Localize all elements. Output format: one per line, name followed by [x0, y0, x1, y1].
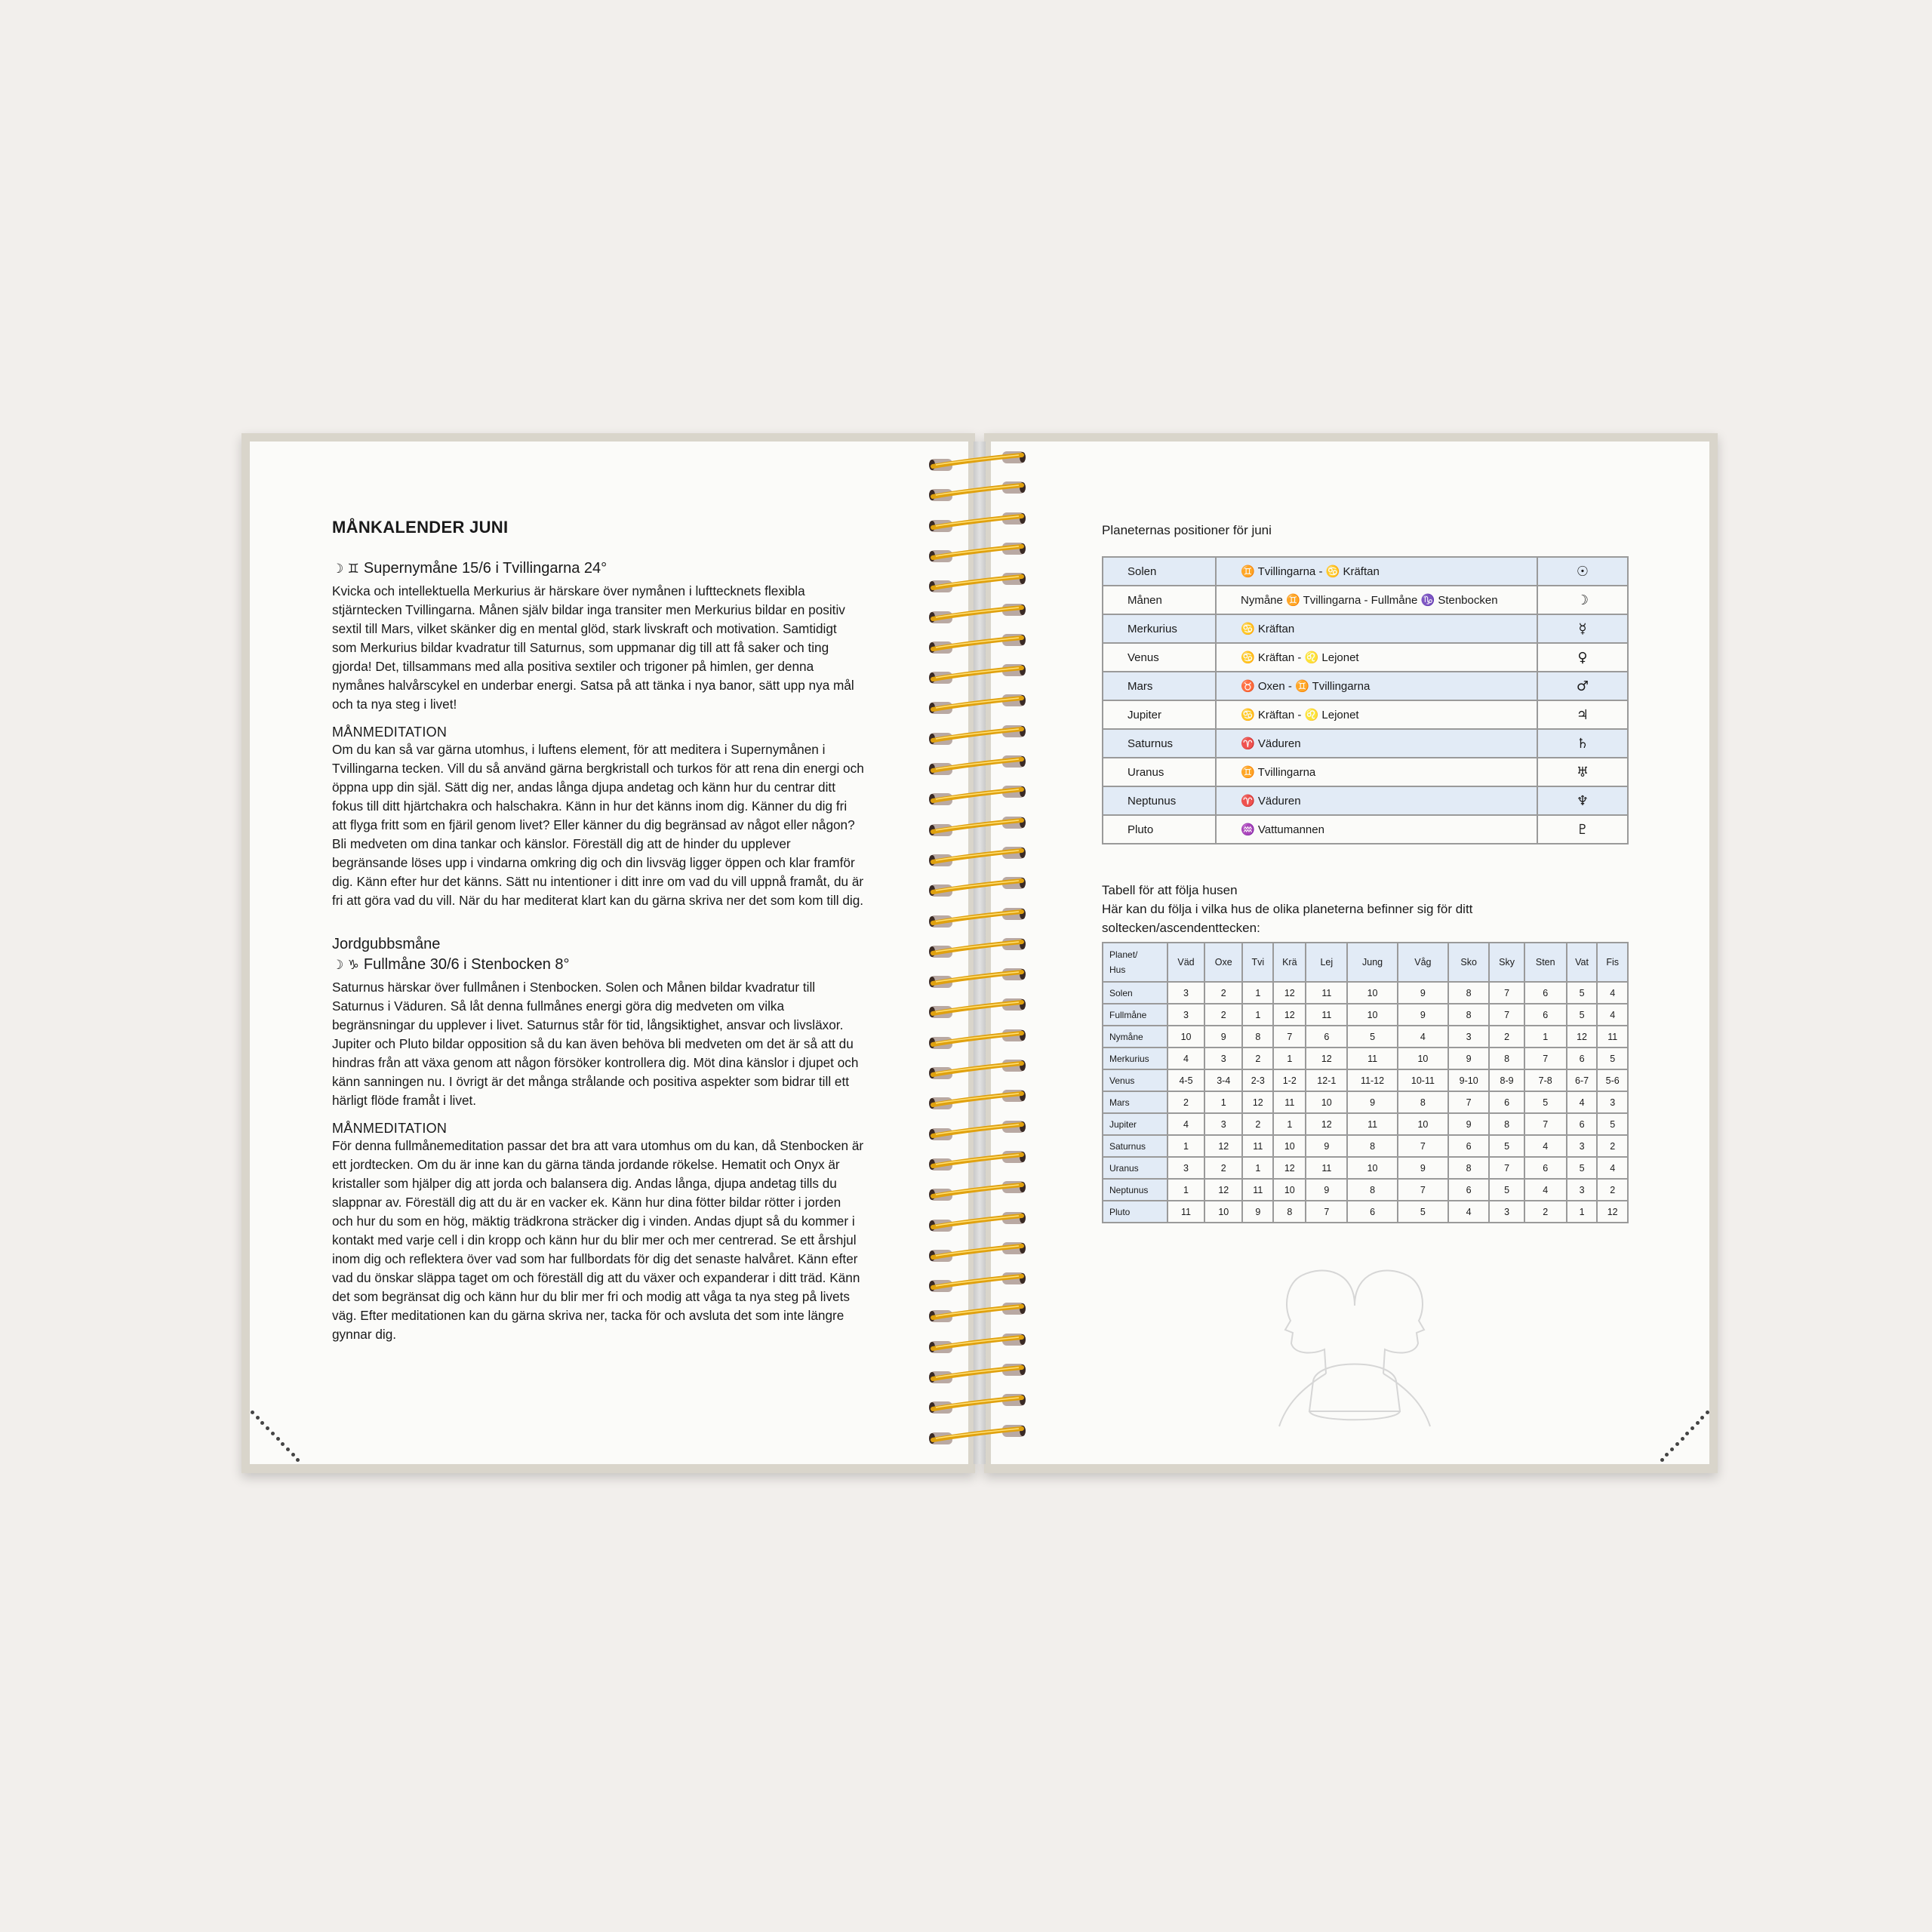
houses-title: Tabell för att följa husen	[1102, 883, 1238, 897]
binding-ring	[928, 725, 1026, 745]
house-cell: 2	[1168, 1091, 1204, 1113]
planet-symbol-icon: ♆	[1537, 786, 1628, 815]
binding-ring	[928, 1364, 1026, 1383]
house-column-header: Krä	[1273, 943, 1306, 982]
house-cell: 1	[1273, 1048, 1306, 1069]
house-cell: 12	[1597, 1201, 1628, 1223]
house-column-header: Oxe	[1204, 943, 1242, 982]
binding-ring	[928, 1029, 1026, 1049]
house-cell: 12	[1273, 1004, 1306, 1026]
house-row	[1103, 982, 1628, 1004]
full-moon-meditation: För denna fullmånemeditation passar det bra att vara utomhus om du kan, då Stenbocken är ett jordtecken. Om du är inne kan du gärna tända jordande rökelse. Hematit och Onyx är kristaller som hjälper dig att jorda och balansera dig. Andas långa, djupa andetag tills du slappnar av. Föreställ dig att du är en vacker ek. Känn hur dina fötter bildar rötter i jorden och hur du som en hög, mäktig trädkrona sträcker dig i vinden. Andas djupt så du kommer i kontakt med varje cell i din kropp och känn hur du blir mer och mer centrerad. Se ett årshjul inom dig och reflektera över vad som har fullbordats för dig det senaste halvåret. Känn efter vad du önskar släppa taget om och föreställ dig att du växer och expanderar i ditt träd. Känn det som begränsat dig och känn hur du blir mer fri och modig att våga ta nya steg på livets väg. Efter meditationen kan du gärna skriva ner, tacka för och avsluta det som inte längre gynnar dig.	[332, 1138, 864, 1342]
house-cell: 4	[1524, 1135, 1567, 1157]
planet-position: ♈ Väduren	[1216, 729, 1537, 758]
house-cell: 9	[1306, 1135, 1347, 1157]
house-cell: 6	[1524, 1004, 1567, 1026]
planet-name: Solen	[1103, 557, 1216, 586]
house-cell: 6	[1567, 1113, 1598, 1135]
house-cell: 2	[1204, 982, 1242, 1004]
corner-dot	[256, 1416, 260, 1420]
house-cell: 8	[1398, 1091, 1448, 1113]
corner-dot	[1696, 1421, 1700, 1425]
binding-ring	[928, 481, 1026, 501]
house-column-header: Jung	[1347, 943, 1398, 982]
house-cell: 12	[1273, 1157, 1306, 1179]
house-row	[1103, 1135, 1628, 1157]
house-row	[1103, 1113, 1628, 1135]
house-cell: 5	[1489, 1135, 1524, 1157]
new-moon-meditation: Om du kan så var gärna utomhus, i luftens element, för att meditera i Supernymånen i Tvillingarna tecken. Vill du så använd gärna bergkristall och turkos för att rena din energi och öppna upp din själ. Sätt dig ner, andas långa djupa andetag och känn hur du centrar ditt fokus till ditt hjärtchakra och halschakra. Känn in hur det känns inom dig. Känner du dig fri att flyga fritt som en fjäril genom livet? Eller känner du dig begränsad av något eller någon? Bli medveten om dina tankar och känslor. Föreställ dig att de hinder du upplever begränsande löses upp i vindarna omkring dig och din livsväg ligger öppen och klar framför dig. Känn efter hur det känns. Sätt nu intentioner i ditt inre om vad du vill uppnå framåt, du är fri att göra vad du vill. När du har mediterat klart kan du gärna skriva ner det som kom till dig.	[332, 742, 864, 908]
full-moon-heading-text: Fullmåne 30/6 i Stenbocken 8°	[363, 956, 570, 973]
house-row-name: Neptunus	[1103, 1179, 1168, 1201]
planet-name: Saturnus	[1103, 729, 1216, 758]
binding-ring	[928, 512, 1026, 532]
new-moon-heading-text: Supernymåne 15/6 i Tvillingarna 24°	[363, 560, 608, 577]
house-row-name: Venus	[1103, 1069, 1168, 1091]
house-cell: 5	[1489, 1179, 1524, 1201]
house-cell: 6	[1489, 1091, 1524, 1113]
house-cell: 11	[1306, 982, 1347, 1004]
house-row-name: Saturnus	[1103, 1135, 1168, 1157]
planet-name: Pluto	[1103, 815, 1216, 844]
house-cell: 6	[1448, 1135, 1490, 1157]
planet-symbol-icon: ☽	[1537, 586, 1628, 614]
house-cell: 8	[1489, 1113, 1524, 1135]
house-cell: 7	[1398, 1135, 1448, 1157]
house-cell: 7	[1398, 1179, 1448, 1201]
house-cell: 1	[1242, 1157, 1273, 1179]
planet-name: Uranus	[1103, 758, 1216, 786]
houses-table	[1102, 942, 1629, 1223]
binding-ring	[928, 817, 1026, 836]
house-row	[1103, 1069, 1628, 1091]
corner-dot	[1706, 1411, 1709, 1414]
house-cell: 12	[1306, 1113, 1347, 1135]
right-page-content	[1102, 521, 1630, 1223]
house-cell: 9	[1398, 1157, 1448, 1179]
house-cell: 9	[1347, 1091, 1398, 1113]
house-row	[1103, 1201, 1628, 1223]
binding-ring	[928, 604, 1026, 623]
binding-ring	[928, 1272, 1026, 1292]
house-cell: 12-1	[1306, 1069, 1347, 1091]
house-column-header: Vat	[1567, 943, 1598, 982]
house-cell: 10	[1347, 1004, 1398, 1026]
house-cell: 11	[1168, 1201, 1204, 1223]
house-cell: 10	[1273, 1135, 1306, 1157]
planet-symbol-icon: ♄	[1537, 729, 1628, 758]
house-row	[1103, 1091, 1628, 1113]
house-row-name: Mars	[1103, 1091, 1168, 1113]
house-cell: 5-6	[1597, 1069, 1628, 1091]
binding-ring	[928, 451, 1026, 471]
house-row-name: Nymåne	[1103, 1026, 1168, 1048]
house-cell: 3	[1204, 1113, 1242, 1135]
planet-row	[1103, 786, 1628, 815]
binding-ring	[928, 755, 1026, 775]
planet-position: ♊ Tvillingarna	[1216, 758, 1537, 786]
left-page-content	[332, 518, 864, 1355]
house-cell: 7	[1524, 1113, 1567, 1135]
binding-ring	[928, 1425, 1026, 1444]
house-row-name: Pluto	[1103, 1201, 1168, 1223]
planet-symbol-icon: ☿	[1537, 614, 1628, 643]
new-moon-heading	[332, 560, 864, 577]
binding-ring	[928, 543, 1026, 562]
planet-positions-table	[1102, 556, 1629, 844]
planet-row	[1103, 557, 1628, 586]
binding-ring	[928, 1060, 1026, 1079]
house-row-name: Jupiter	[1103, 1113, 1168, 1135]
house-cell: 11	[1242, 1135, 1273, 1157]
house-cell: 2	[1204, 1004, 1242, 1026]
moon-capricorn-icon: ☽ ♑	[332, 958, 359, 973]
planet-position: ♈ Väduren	[1216, 786, 1537, 815]
house-cell: 5	[1597, 1048, 1628, 1069]
house-cell: 2	[1242, 1048, 1273, 1069]
planet-row	[1103, 758, 1628, 786]
house-cell: 7	[1524, 1048, 1567, 1069]
house-column-header: Sko	[1448, 943, 1490, 982]
house-cell: 5	[1597, 1113, 1628, 1135]
house-cell: 12	[1204, 1179, 1242, 1201]
meditation-label: MÅNMEDITATION	[332, 1121, 448, 1136]
house-cell: 5	[1524, 1091, 1567, 1113]
house-cell: 10	[1306, 1091, 1347, 1113]
house-column-header: Väd	[1168, 943, 1204, 982]
house-cell: 4	[1168, 1048, 1204, 1069]
house-cell: 2	[1597, 1179, 1628, 1201]
house-cell: 4	[1168, 1113, 1204, 1135]
corner-dot	[276, 1437, 280, 1441]
house-cell: 3	[1597, 1091, 1628, 1113]
binding-ring	[928, 573, 1026, 592]
house-cell: 7	[1489, 982, 1524, 1004]
house-cell: 9	[1448, 1048, 1490, 1069]
house-cell: 5	[1567, 982, 1598, 1004]
house-cell: 12	[1306, 1048, 1347, 1069]
house-cell: 6	[1306, 1026, 1347, 1048]
house-cell: 12	[1567, 1026, 1598, 1048]
planet-symbol-icon: ☉	[1537, 557, 1628, 586]
house-cell: 12	[1242, 1091, 1273, 1113]
house-cell: 8	[1273, 1201, 1306, 1223]
binding-ring	[928, 664, 1026, 684]
house-cell: 7	[1273, 1026, 1306, 1048]
corner-dot	[251, 1411, 254, 1414]
house-row	[1103, 1048, 1628, 1069]
house-row-name: Fullmåne	[1103, 1004, 1168, 1026]
house-column-header: Våg	[1398, 943, 1448, 982]
planet-position: ♊ Tvillingarna - ♋ Kräftan	[1216, 557, 1537, 586]
house-cell: 12	[1273, 982, 1306, 1004]
house-row	[1103, 1179, 1628, 1201]
planet-row	[1103, 672, 1628, 700]
binding-ring	[928, 634, 1026, 654]
house-cell: 1	[1168, 1135, 1204, 1157]
house-cell: 9	[1242, 1201, 1273, 1223]
planet-symbol-icon: ♇	[1537, 815, 1628, 844]
houses-intro: Här kan du följa i vilka hus de olika planeterna befinner sig för ditt soltecken/ascendenttecken:	[1102, 902, 1473, 935]
house-cell: 10	[1398, 1113, 1448, 1135]
house-cell: 1	[1242, 982, 1273, 1004]
house-cell: 9	[1398, 1004, 1448, 1026]
house-cell: 1	[1242, 1004, 1273, 1026]
planet-symbol-icon: ♃	[1537, 700, 1628, 729]
planet-row	[1103, 586, 1628, 614]
house-column-header: Lej	[1306, 943, 1347, 982]
house-column-header: Tvi	[1242, 943, 1273, 982]
house-cell: 10-11	[1398, 1069, 1448, 1091]
house-row	[1103, 1157, 1628, 1179]
house-cell: 11	[1242, 1179, 1273, 1201]
house-cell: 6	[1524, 982, 1567, 1004]
binding-ring	[928, 998, 1026, 1018]
house-cell: 9-10	[1448, 1069, 1490, 1091]
house-cell: 11	[1347, 1113, 1398, 1135]
house-cell: 10	[1398, 1048, 1448, 1069]
house-cell: 3	[1168, 1004, 1204, 1026]
house-cell: 11-12	[1347, 1069, 1398, 1091]
house-cell: 1	[1168, 1179, 1204, 1201]
house-cell: 9	[1306, 1179, 1347, 1201]
gemini-twins-illustration	[1272, 1260, 1438, 1434]
house-cell: 1	[1204, 1091, 1242, 1113]
planet-symbol-icon: ♀	[1537, 643, 1628, 672]
planet-position: ♋ Kräftan	[1216, 614, 1537, 643]
house-cell: 8	[1448, 982, 1490, 1004]
planet-symbol-icon: ♂	[1537, 672, 1628, 700]
house-cell: 5	[1398, 1201, 1448, 1223]
planet-row	[1103, 614, 1628, 643]
planet-position: ♋ Kräftan - ♌ Lejonet	[1216, 700, 1537, 729]
corner-dot	[1675, 1442, 1679, 1446]
house-cell: 4	[1398, 1026, 1448, 1048]
house-cell: 9	[1448, 1113, 1490, 1135]
planet-name: Venus	[1103, 643, 1216, 672]
full-moon-heading	[332, 956, 864, 974]
house-column-header: Sten	[1524, 943, 1567, 982]
house-cell: 11	[1347, 1048, 1398, 1069]
corner-dot	[1681, 1437, 1684, 1441]
house-row	[1103, 1026, 1628, 1048]
house-cell: 4	[1524, 1179, 1567, 1201]
house-cell: 11	[1597, 1026, 1628, 1048]
planet-row	[1103, 700, 1628, 729]
house-cell: 11	[1306, 1004, 1347, 1026]
corner-dot	[286, 1447, 290, 1451]
house-cell: 3-4	[1204, 1069, 1242, 1091]
house-cell: 2	[1489, 1026, 1524, 1048]
house-cell: 6	[1524, 1157, 1567, 1179]
binding-ring	[928, 908, 1026, 928]
binding-ring	[928, 1334, 1026, 1353]
binding-ring	[928, 1303, 1026, 1322]
corner-dot	[291, 1453, 295, 1457]
house-row-name: Solen	[1103, 982, 1168, 1004]
house-cell: 2	[1597, 1135, 1628, 1157]
binding-ring	[928, 1151, 1026, 1171]
planet-name: Månen	[1103, 586, 1216, 614]
house-cell: 11	[1306, 1157, 1347, 1179]
corner-dot	[1660, 1458, 1664, 1462]
planet-row	[1103, 815, 1628, 844]
house-cell: 9	[1204, 1026, 1242, 1048]
binding-ring	[928, 694, 1026, 714]
house-cell: 1	[1567, 1201, 1598, 1223]
house-cell: 7	[1489, 1157, 1524, 1179]
planet-symbol-icon: ♅	[1537, 758, 1628, 786]
spiral-binding	[928, 451, 1026, 1455]
house-cell: 1	[1273, 1113, 1306, 1135]
houses-corner-header: Planet/ Hus	[1103, 943, 1168, 982]
house-cell: 3	[1168, 982, 1204, 1004]
planet-name: Neptunus	[1103, 786, 1216, 815]
house-cell: 6	[1567, 1048, 1598, 1069]
house-cell: 2	[1242, 1113, 1273, 1135]
house-cell: 5	[1567, 1157, 1598, 1179]
house-column-header: Fis	[1597, 943, 1628, 982]
binding-ring	[928, 786, 1026, 805]
corner-dot	[271, 1432, 275, 1435]
meditation-label: MÅNMEDITATION	[332, 724, 448, 740]
house-cell: 6	[1347, 1201, 1398, 1223]
house-cell: 10	[1347, 1157, 1398, 1179]
binding-ring	[928, 968, 1026, 988]
house-cell: 6	[1448, 1179, 1490, 1201]
house-cell: 10	[1273, 1179, 1306, 1201]
planet-name: Merkurius	[1103, 614, 1216, 643]
house-cell: 3	[1489, 1201, 1524, 1223]
full-moon-name: Jordgubbsmåne	[332, 936, 441, 952]
page-title: MÅNKALENDER JUNI	[332, 518, 509, 537]
planet-name: Mars	[1103, 672, 1216, 700]
house-cell: 4	[1567, 1091, 1598, 1113]
house-cell: 8	[1448, 1157, 1490, 1179]
house-cell: 2	[1204, 1157, 1242, 1179]
positions-title: Planeternas positioner för juni	[1102, 523, 1272, 537]
moon-gemini-icon: ☽ ♊	[332, 561, 359, 577]
house-row-name: Uranus	[1103, 1157, 1168, 1179]
house-cell: 2	[1524, 1201, 1567, 1223]
house-cell: 3	[1448, 1026, 1490, 1048]
house-cell: 8	[1347, 1135, 1398, 1157]
planet-position: ♒ Vattumannen	[1216, 815, 1537, 844]
full-moon-body: Saturnus härskar över fullmånen i Stenbocken. Solen och Månen bildar kvadratur till Saturnus i Väduren. Så låt denna fullmånes energi göra dig medveten om vilka begränsningar du upplever i livet. Saturnus står för tid, långsiktighet, ansvar och livsläxor. Jupiter och Pluto bildar opposition så du kan även behöva bli medveten om det är så att du hindras från att växa genom att någon försöker kontrollera dig. Möt dina känslor i djupet och känn sanningen nu. I övrigt är det många strålande och positiva aspekter som bidrar till ett härligt flöde framåt i livet.	[332, 980, 859, 1108]
house-cell: 3	[1567, 1179, 1598, 1201]
house-cell: 7-8	[1524, 1069, 1567, 1091]
binding-ring	[928, 877, 1026, 897]
house-cell: 10	[1168, 1026, 1204, 1048]
house-cell: 3	[1168, 1157, 1204, 1179]
house-cell: 6-7	[1567, 1069, 1598, 1091]
house-cell: 10	[1347, 982, 1398, 1004]
binding-ring	[928, 1090, 1026, 1109]
planet-position: ♉ Oxen - ♊ Tvillingarna	[1216, 672, 1537, 700]
binding-ring	[928, 1394, 1026, 1414]
house-cell: 1-2	[1273, 1069, 1306, 1091]
binding-ring	[928, 1242, 1026, 1262]
planet-name: Jupiter	[1103, 700, 1216, 729]
house-cell: 12	[1204, 1135, 1242, 1157]
binding-ring	[928, 847, 1026, 866]
planet-position: Nymåne ♊ Tvillingarna - Fullmåne ♑ Stenbocken	[1216, 586, 1537, 614]
house-cell: 3	[1567, 1135, 1598, 1157]
house-cell: 7	[1489, 1004, 1524, 1026]
house-cell: 2-3	[1242, 1069, 1273, 1091]
house-cell: 4	[1597, 982, 1628, 1004]
binding-ring	[928, 1121, 1026, 1140]
house-cell: 8	[1489, 1048, 1524, 1069]
house-cell: 9	[1398, 982, 1448, 1004]
house-cell: 4-5	[1168, 1069, 1204, 1091]
house-row	[1103, 1004, 1628, 1026]
planet-row	[1103, 729, 1628, 758]
house-cell: 4	[1597, 1004, 1628, 1026]
planet-row	[1103, 643, 1628, 672]
house-cell: 4	[1448, 1201, 1490, 1223]
house-cell: 5	[1567, 1004, 1598, 1026]
house-cell: 5	[1347, 1026, 1398, 1048]
house-cell: 3	[1204, 1048, 1242, 1069]
binding-ring	[928, 1212, 1026, 1232]
house-cell: 8	[1347, 1179, 1398, 1201]
binding-ring	[928, 1181, 1026, 1201]
house-cell: 11	[1273, 1091, 1306, 1113]
corner-dot	[1690, 1426, 1694, 1430]
house-column-header: Sky	[1489, 943, 1524, 982]
house-cell: 7	[1306, 1201, 1347, 1223]
binding-ring	[928, 938, 1026, 958]
house-cell: 7	[1448, 1091, 1490, 1113]
new-moon-body: Kvicka och intellektuella Merkurius är härskare över nymånen i lufttecknets flexibla stjärntecken Tvillingarna. Månen själv bildar inga transiter men Merkurius bildar en positiv sextil till Mars, vilket skänker dig en mental glöd, stark livskraft och motivation. Samtidigt som Merkurius bildar kvadratur till Saturnus, som uppmanar dig till att få saker och ting gjorda! Det, tillsammans med alla positiva sextiler och trigoner på himlen, ger denna nymånes halvårscykel en underbar energi. Satsa på att tänka i nya banor, sätt upp nya mål och ta nya steg i livet!	[332, 583, 854, 712]
planet-position: ♋ Kräftan - ♌ Lejonet	[1216, 643, 1537, 672]
house-cell: 10	[1204, 1201, 1242, 1223]
house-cell: 1	[1524, 1026, 1567, 1048]
house-row-name: Merkurius	[1103, 1048, 1168, 1069]
house-cell: 8	[1448, 1004, 1490, 1026]
house-cell: 8	[1242, 1026, 1273, 1048]
house-cell: 4	[1597, 1157, 1628, 1179]
house-cell: 8-9	[1489, 1069, 1524, 1091]
